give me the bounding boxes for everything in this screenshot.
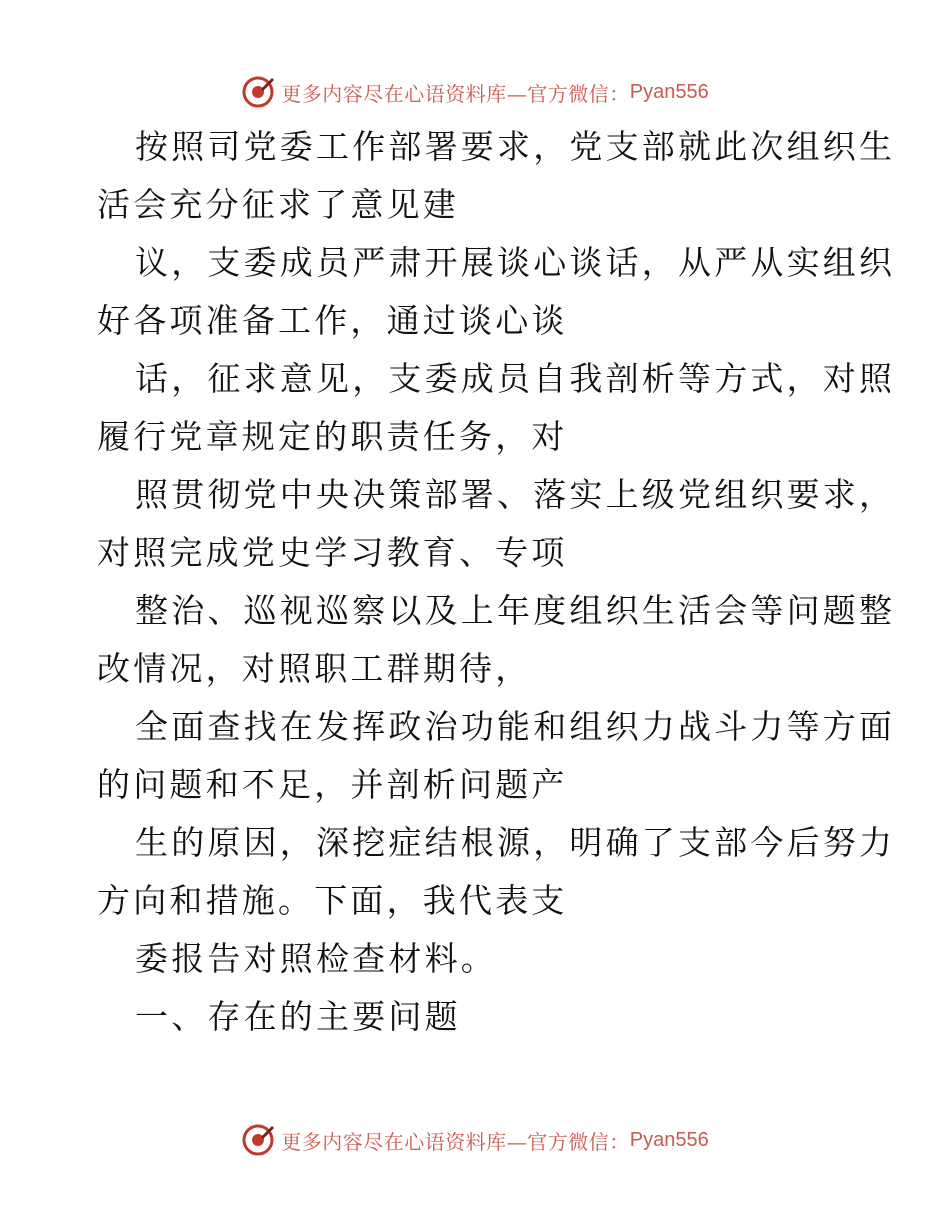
body-line: 的问题和不足，并剖析问题产 (97, 765, 568, 804)
body-line: 照贯彻党中央决策部署、落实上级党组织要求， (135, 475, 896, 514)
watermark-account: Pyan556 (629, 1128, 709, 1151)
watermark-account: Pyan556 (629, 80, 709, 103)
body-line: 按照司党委工作部署要求，党支部就此次组织生 (135, 127, 896, 166)
body-line: 好各项准备工作，通过谈心谈 (97, 301, 568, 340)
body-line: 履行党章规定的职责任务，对 (97, 417, 568, 456)
body-line: 活会充分征求了意见建 (97, 185, 459, 224)
red-pen-circle-logo-icon (241, 1123, 275, 1157)
footer-watermark (0, 1120, 950, 1160)
section-heading: 一、存在的主要问题 (135, 997, 461, 1036)
red-pen-circle-logo-icon (241, 75, 275, 109)
watermark-text: 更多内容尽在心语资料库—官方微信： (281, 1129, 630, 1154)
watermark-text: 更多内容尽在心语资料库—官方微信： (281, 81, 630, 106)
body-line: 全面查找在发挥政治功能和组织力战斗力等方面 (135, 707, 896, 746)
body-line: 方向和措施。下面，我代表支 (97, 881, 568, 920)
body-line: 生的原因，深挖症结根源，明确了支部今后努力 (135, 823, 896, 862)
header-watermark (0, 72, 950, 112)
body-line: 话，征求意见，支委成员自我剖析等方式，对照 (135, 359, 896, 398)
body-line: 整治、巡视巡察以及上年度组织生活会等问题整 (135, 591, 896, 630)
document-body (97, 118, 896, 1046)
body-line: 委报告对照检查材料。 (135, 939, 497, 978)
body-line: 议，支委成员严肃开展谈心谈话，从严从实组织 (135, 243, 896, 282)
body-line: 对照完成党史学习教育、专项 (97, 533, 568, 572)
body-line: 改情况，对照职工群期待， (97, 649, 532, 688)
